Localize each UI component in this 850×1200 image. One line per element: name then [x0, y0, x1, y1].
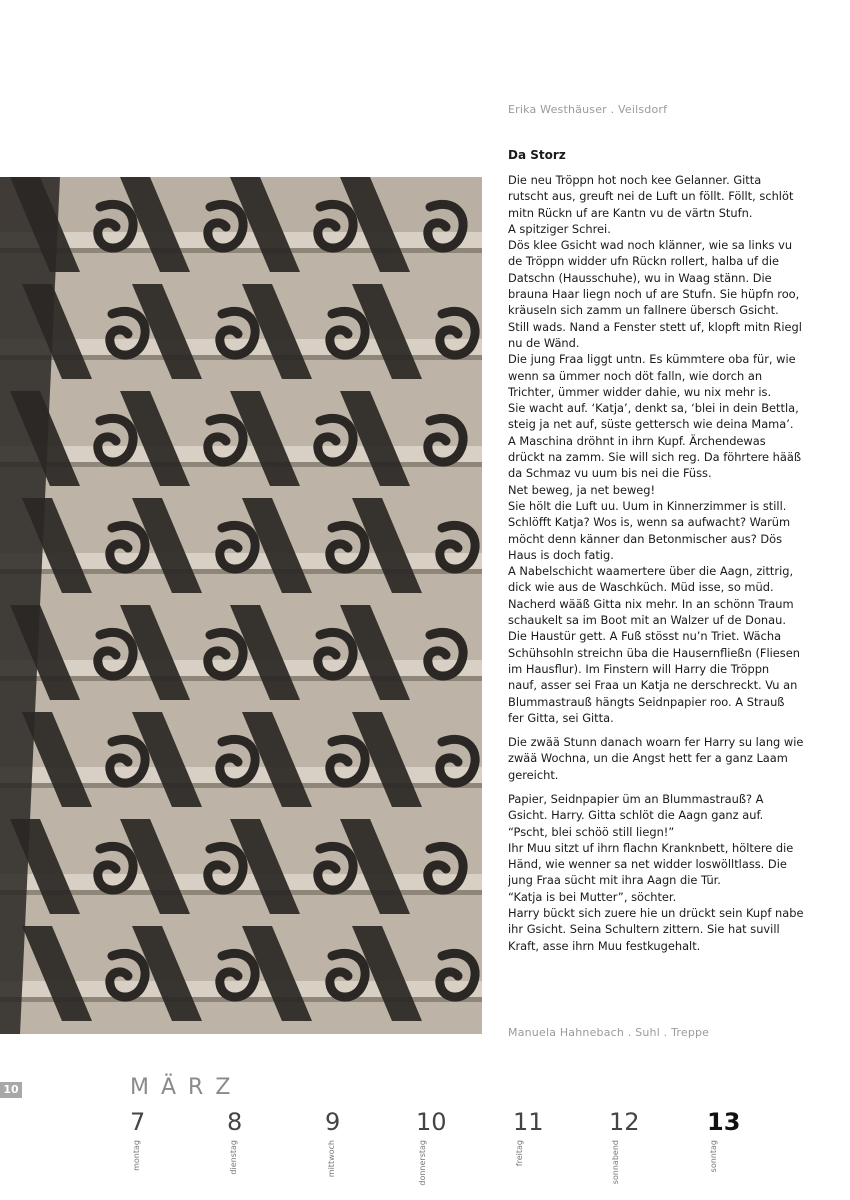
story-line: Kraft, asse ihrn Muu festkugehalt. — [508, 938, 701, 953]
story-line: Schlöfft Katja? Wos is, wenn sa aufwacht? Warüm — [508, 515, 791, 530]
story-line: de Tröppn widder ufn Rückn rollert, halba uf die — [508, 254, 780, 269]
day-number: 8 — [227, 1108, 243, 1136]
story-paragraph — [508, 791, 804, 954]
story-line: mitn Rückn uf are Kantn vu de värtn Stufn. — [508, 205, 753, 220]
day-number: 10 — [416, 1108, 447, 1136]
story-line: drückt na zamm. Sie will sich reg. Da föhrtere hääß — [508, 450, 802, 465]
story-line: nauf, asser sei Fraa un Katja ne derschreckt. Vu an — [508, 678, 798, 693]
story-line: wenn sa ümmer noch döt falln, wie dorch an — [508, 368, 763, 383]
story-line: rutscht aus, greuft nei de Luft un föllt. Föllt, schlöt — [508, 189, 794, 204]
story-line: jung Fraa sücht mit ihra Aagn die Tür. — [508, 873, 721, 888]
weekday-label: mittwoch — [327, 1140, 336, 1178]
day-number: 13 — [707, 1108, 741, 1136]
story-paragraph — [508, 172, 802, 726]
story-line: “Katja is bei Mutter”, söchter. — [508, 889, 677, 904]
story-line: A Nabelschicht waamertere über die Aagn, zittrig, — [508, 564, 794, 579]
story-line: Datschn (Hausschuhe), wu in Waag stänn. Die — [508, 270, 772, 285]
month-name: MÄRZ — [130, 1075, 243, 1100]
weekday-label: donnerstag — [418, 1140, 427, 1186]
story-column — [508, 148, 804, 962]
day-column — [227, 1108, 287, 1175]
story-line: A Maschina dröhnt in ihrn Kupf. Ärchendewas — [508, 433, 766, 448]
story-line: “Pscht, blei schöö still liegn!” — [508, 824, 675, 839]
story-line: Nacherd wääß Gitta nix mehr. In an schönn Traum — [508, 596, 794, 611]
story-line: gereicht. — [508, 767, 559, 782]
page-number: 10 — [0, 1082, 22, 1098]
story-line: kräuseln sich zamm un fallnere übersch Gsicht. — [508, 303, 779, 318]
day-number: 11 — [513, 1108, 544, 1136]
story-title: Da Storz — [508, 148, 566, 162]
day-column-highlight — [707, 1108, 767, 1173]
day-column — [130, 1108, 190, 1171]
story-line: schaukelt sa im Boot mit an Walzer uf de Donau. — [508, 613, 786, 628]
story-line: steig ja net auf, süste gettersch wie deina Mama’. — [508, 417, 794, 432]
step-shadow — [0, 676, 482, 681]
story-line: nu de Wänd. — [508, 335, 580, 350]
story-line: brauna Haar liegn noch uf are Stufn. Sie hüpfn roo, — [508, 287, 800, 302]
story-line: Net beweg, ja net beweg! — [508, 482, 656, 497]
story-line: fer Gitta, sei Gitta. — [508, 710, 614, 725]
story-line: dick wie aus de Waschküch. Müd isse, so müd. — [508, 580, 774, 595]
weekday-label: freitag — [515, 1140, 524, 1167]
story-line: Dös klee Gsicht wad noch klänner, wie sa links vu — [508, 238, 793, 253]
story-line: Trichter, ümmer widder dahie, wu nix mehr is. — [508, 384, 772, 399]
day-number: 7 — [130, 1108, 146, 1136]
story-line: Sie hölt die Luft uu. Uum in Kinnerzimmer is still. — [508, 498, 787, 513]
story-line: möcht denn känner dan Betonmischer aus? Dös — [508, 531, 783, 546]
story-line: Gsicht. Harry. Gitta schlöt die Aagn ganz auf. — [508, 808, 764, 823]
story-line: Die jung Fraa liggt untn. Es kümmtere oba für, wie — [508, 352, 796, 367]
day-number: 12 — [609, 1108, 640, 1136]
weekday-label: sonntag — [709, 1140, 718, 1173]
story-line: im Hausflur). Im Finstern will Harry die Tröppn — [508, 661, 770, 676]
step-shadow — [0, 248, 482, 253]
story-line: Ihr Muu sitzt uf ihrn flachn Kranknbett, höltere die — [508, 840, 794, 855]
day-column — [325, 1108, 385, 1178]
story-line: da Schmaz vu uum bis nei die Füss. — [508, 466, 712, 481]
story-line: Haus is doch fatig. — [508, 547, 614, 562]
story-line: ihr Gsicht. Seina Schultern zittern. Sie hat suvill — [508, 922, 780, 937]
story-line: A spitziger Schrei. — [508, 221, 611, 236]
story-line: Die Haustür gett. A Fuß stösst nu’n Triet. Wächa — [508, 629, 782, 644]
day-number: 9 — [325, 1108, 341, 1136]
step-shadow — [0, 462, 482, 467]
stairs-shadow-photo — [0, 177, 482, 1034]
author-credit: Erika Westhäuser . Veilsdorf — [508, 103, 668, 116]
weekday-label: montag — [132, 1140, 141, 1171]
story-line: Die neu Tröppn hot noch kee Gelanner. Gitta — [508, 173, 762, 187]
weekday-label: sonnabend — [611, 1140, 620, 1185]
story-line: Die zwää Stunn danach woarn fer Harry su lang wie — [508, 735, 804, 750]
story-line: Blummastrauß hängts Seidnpapier roo. A Strauß — [508, 694, 785, 709]
story-line: Sie wacht auf. ‘Katja’, denkt sa, ‘blei in dein Bettla, — [508, 401, 799, 416]
story-line: Händ, wie wenner sa net widder loswölltlass. Die — [508, 857, 787, 872]
day-column — [416, 1108, 476, 1186]
story-line: Still wads. Nand a Fenster stett uf, klopft mitn Riegl — [508, 319, 802, 334]
day-column — [609, 1108, 669, 1185]
step-shadow — [0, 890, 482, 895]
weekday-label: dienstag — [229, 1140, 238, 1175]
story-line: Papier, Seidnpapier üm an Blummastrauß? A — [508, 791, 764, 806]
story-line: Schühsohln streichn üba die Hausernfließn (Fliesen — [508, 645, 800, 660]
story-line: zwää Wochna, un die Angst hett fer a ganz Laam — [508, 751, 788, 766]
day-column — [513, 1108, 573, 1167]
photo-graphic — [0, 177, 482, 1034]
photo-caption: Manuela Hahnebach . Suhl . Treppe — [508, 1026, 710, 1039]
story-paragraph — [508, 734, 804, 783]
story-line: Harry bückt sich zuere hie un drückt sein Kupf nabe — [508, 906, 804, 921]
